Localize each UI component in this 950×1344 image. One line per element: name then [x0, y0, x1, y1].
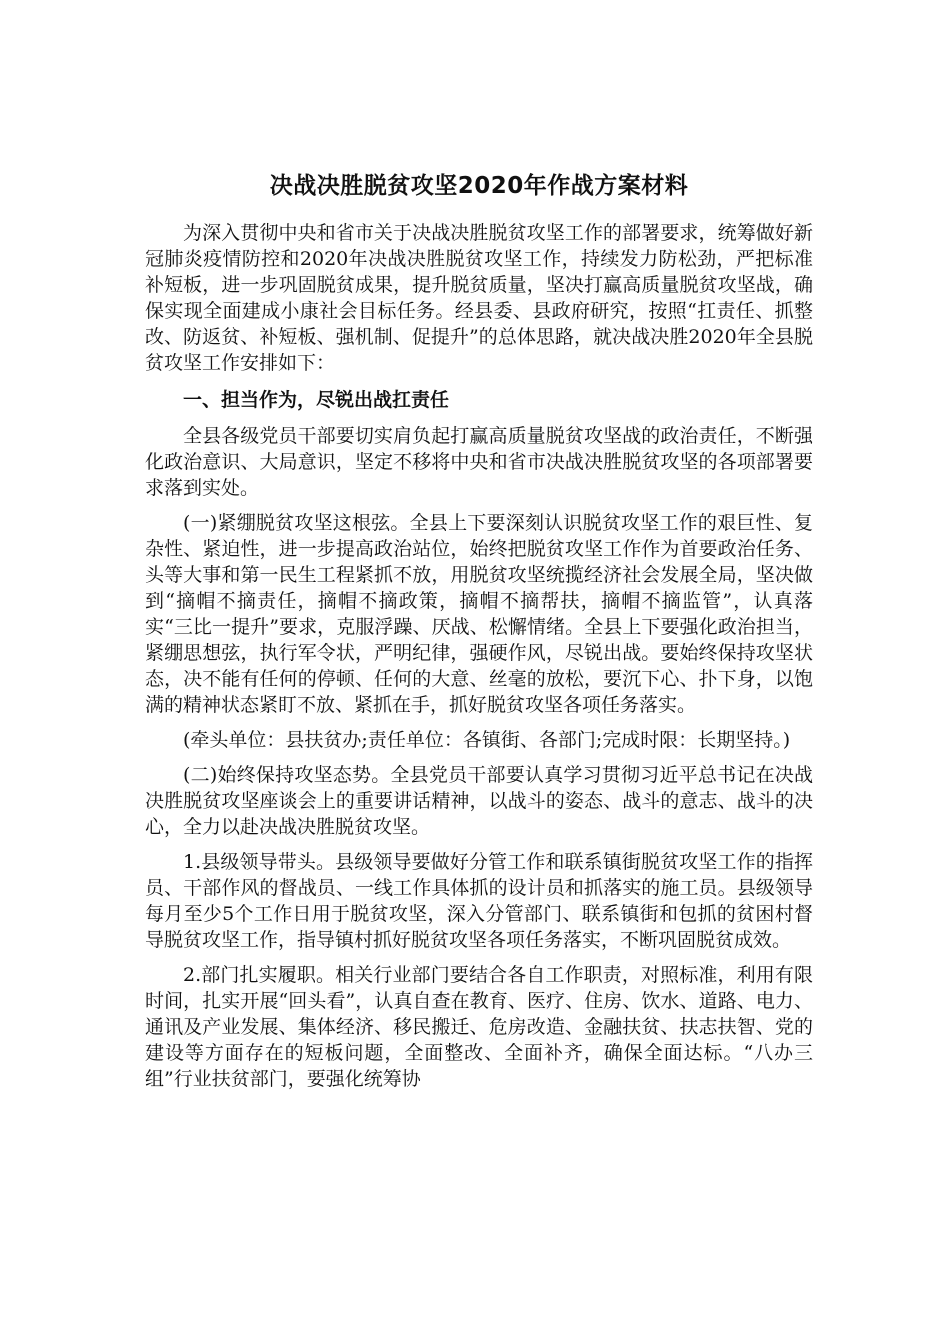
- item-1-paragraph: 1.县级领导带头。县级领导要做好分管工作和联系镇街脱贫攻坚工作的指挥员、干部作风的督战员、一线工作具体抓的设计员和抓落实的施工员。县级领导每月至少5个工作日用于脱贫攻坚，深入分管部门、联系镇街和包抓的贫困村督导脱贫攻坚工作，指导镇村抓好脱贫攻坚各项任务落实，不断巩固脱贫成效。: [145, 851, 813, 951]
- section-1-paragraph: 全县各级党员干部要切实肩负起打赢高质量脱贫攻坚战的政治责任，不断强化政治意识、大局意识，坚定不移将中央和省市决战决胜脱贫攻坚的各项部署要求落到实处。: [145, 425, 813, 499]
- subsection-1-paragraph: (一)紧绷脱贫攻坚这根弦。全县上下要深刻认识脱贫攻坚工作的艰巨性、复杂性、紧迫性，进一步提高政治站位，始终把脱贫攻坚工作作为首要政治任务、头等大事和第一民生工程紧抓不放，用脱贫攻坚统揽经济社会发展全局，坚决做到“摘帽不摘责任，摘帽不摘政策，摘帽不摘帮扶，摘帽不摘监管”，认真落实“三比一提升”要求，克服浮躁、厌战、松懈情绪。全县上下要强化政治担当，紧绷思想弦，执行军令状，严明纪律，强硬作风，尽锐出战。要始终保持攻坚状态，决不能有任何的停顿、任何的大意、丝毫的放松，要沉下心、扑下身，以饱满的精神状态紧盯不放、紧抓在手，抓好脱贫攻坚各项任务落实。: [145, 512, 813, 716]
- document-title: 决战决胜脱贫攻坚2020年作战方案材料: [269, 173, 689, 199]
- subsection-2-paragraph: (二)始终保持攻坚态势。全县党员干部要认真学习贯彻习近平总书记在决战决胜脱贫攻坚座谈会上的重要讲话精神，以战斗的姿态、战斗的意志、战斗的决心，全力以赴决战决胜脱贫攻坚。: [145, 764, 813, 838]
- responsibility-note: (牵头单位：县扶贫办;责任单位：各镇街、各部门;完成时限：长期坚持。): [183, 729, 791, 751]
- document-page: [145, 168, 813, 1101]
- intro-paragraph: 为深入贯彻中央和省市关于决战决胜脱贫攻坚工作的部署要求，统筹做好新冠肺炎疫情防控和2020年决战决胜脱贫攻坚工作，持续发力防松劲，严把标准补短板，进一步巩固脱贫成果，提升脱贫质量，坚决打赢高质量脱贫攻坚战，确保实现全面建成小康社会目标任务。经县委、县政府研究，按照“扛责任、抓整改、防返贫、补短板、强机制、促提升”的总体思路，就决战决胜2020年全县脱贫攻坚工作安排如下：: [145, 222, 813, 374]
- section-heading-1: 一、担当作为，尽锐出战扛责任: [183, 389, 450, 411]
- item-2-paragraph: 2.部门扎实履职。相关行业部门要结合各自工作职责，对照标准，利用有限时间，扎实开展“回头看”，认真自查在教育、医疗、住房、饮水、道路、电力、通讯及产业发展、集体经济、移民搬迁、危房改造、金融扶贫、扶志扶智、党的建设等方面存在的短板问题，全面整改、全面补齐，确保全面达标。“八办三组”行业扶贫部门，要强化统筹协: [145, 964, 813, 1090]
